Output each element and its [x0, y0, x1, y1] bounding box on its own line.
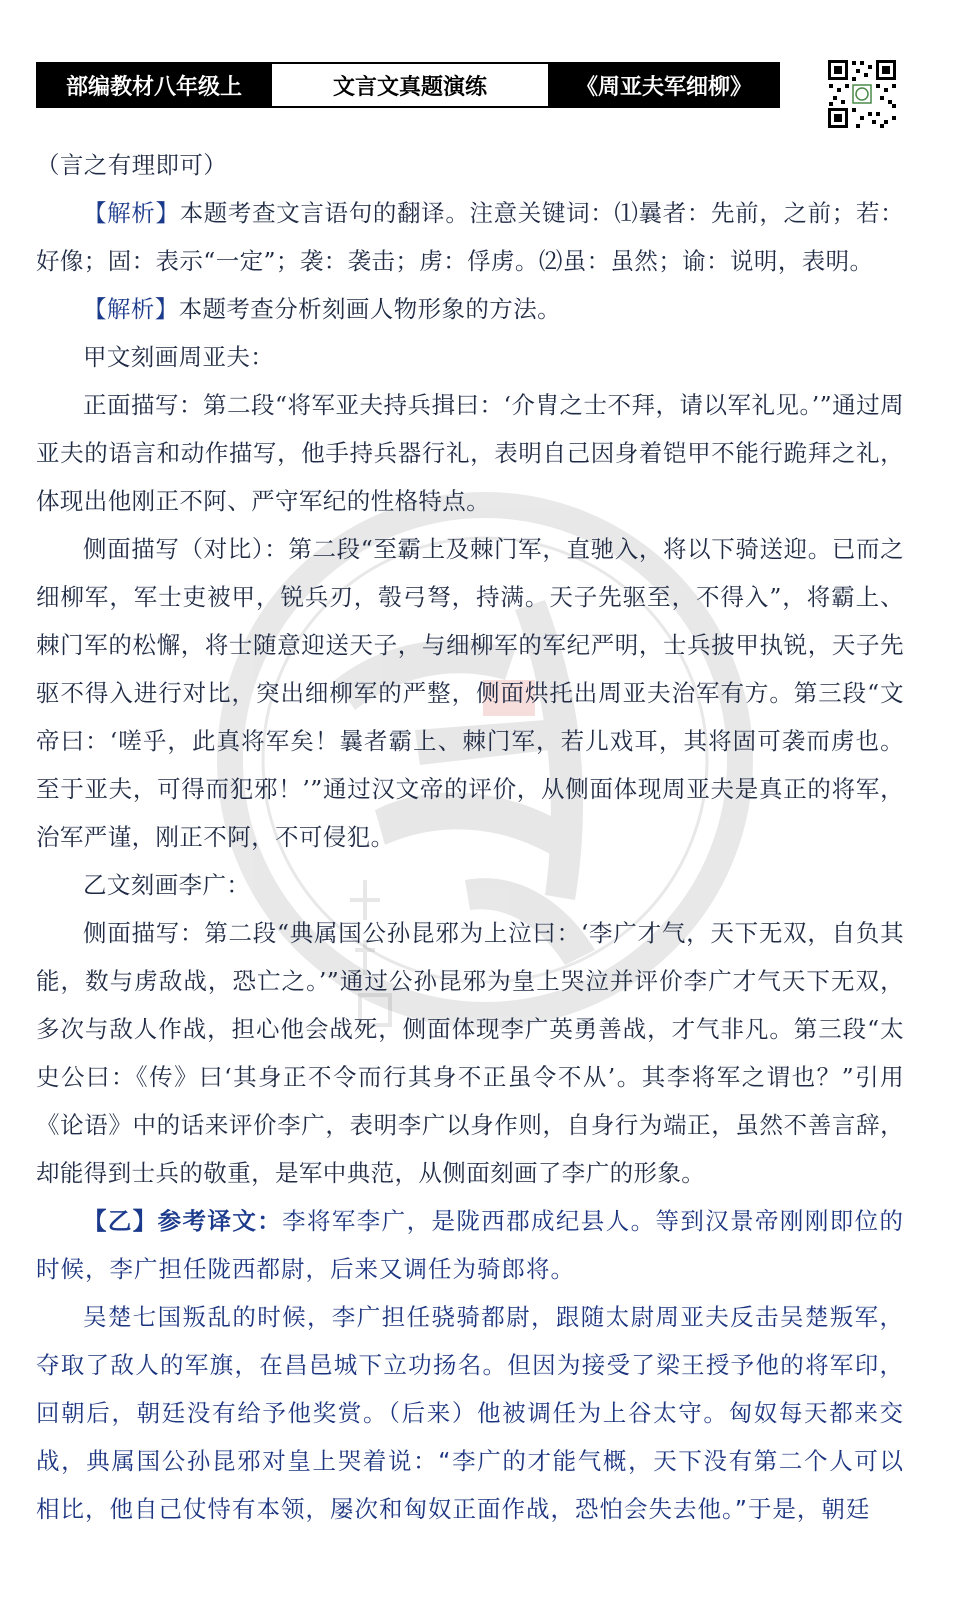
- translation-tag: 【乙】参考译文：: [83, 1207, 283, 1235]
- translation-paragraph-1: [36, 1197, 904, 1293]
- paragraph-direct-description: 正面描写：第二段“将军亚夫持兵揖曰：‘介胄之士不拜，请以军礼见。’”通过周亚夫的语言和动作描写，他手持兵器行礼，表明自己因身着铠甲不能行跪拜之礼，体现出他刚正不阿、严守军纪的性格特点。: [36, 391, 904, 515]
- translation-text: 李将军李广，是陇西郡成纪县人。等到汉景帝刚刚即位的时候，李广担任陇西都尉，后来又调任为骑郎将。: [36, 1207, 904, 1283]
- qr-code-icon: [826, 58, 898, 130]
- answer-note: （言之有理即可）: [36, 151, 228, 179]
- analysis-tag: 【解析】: [83, 295, 179, 323]
- analysis-text: 本题考查文言语句的翻译。注意关键词：⑴曩者：先前，之前；若：好像；固：表示“一定”；袭：袭击；虏：俘虏。⑵虽：虽然；谕：说明，表明。: [36, 199, 904, 275]
- analysis-paragraph-translation: [36, 189, 904, 285]
- analysis-paragraph-character: [36, 285, 904, 333]
- analysis-text: 本题考查分析刻画人物形象的方法。: [178, 295, 562, 323]
- subheading-li-guang: 乙文刻画李广：: [83, 871, 251, 899]
- paragraph-li-guang-description: 侧面描写：第二段“典属国公孙昆邪为上泣曰：‘李广才气，天下无双，自负其能，数与虏敌战，恐亡之。’”通过公孙昆邪为皇上哭泣并评价李广才气天下无双，多次与敌人作战，担心他会战死，侧面体现李广英勇善战，才气非凡。第三段“太史公曰：《传》曰‘其身正不令而行其身不正虽令不从’。其李将军之谓也？”引用《论语》中的话来评价李广，表明李广以身作则，自身行为端正，虽然不善言辞，却能得到士兵的敬重，是军中典范，从侧面刻画了李广的形象。: [36, 919, 904, 1187]
- subheading-zhou-yafu: 甲文刻画周亚夫：: [83, 343, 275, 371]
- paragraph-indirect-description: 侧面描写（对比）：第二段“至霸上及棘门军，直驰入，将以下骑送迎。已而之细柳军，军士吏被甲，锐兵刃，彀弓弩，持满。天子先驱至，不得入”，将霸上、棘门军的松懈，将士随意迎送天子，与细柳军的军纪严明，士兵披甲执锐，天子先驱不得入进行对比，突出细柳军的严整，侧面烘托出周亚夫治军有方。第三段“文帝曰：‘嗟乎，此真将军矣！曩者霸上、棘门军，若儿戏耳，其将固可袭而虏也。至于亚夫，可得而犯邪！’”通过汉文帝的评价，从侧面体现周亚夫是真正的将军，治军严谨，刚正不阿，不可侵犯。: [36, 535, 904, 851]
- header-bar: [36, 62, 780, 108]
- header-title-label: 《周亚夫军细柳》: [550, 64, 778, 106]
- header-section-label: 文言文真题演练: [270, 64, 550, 106]
- analysis-tag: 【解析】: [83, 199, 180, 227]
- header-grade-label: 部编教材八年级上: [38, 64, 270, 106]
- document-body: [36, 141, 904, 1533]
- translation-paragraph-2: 吴楚七国叛乱的时候，李广担任骁骑都尉，跟随太尉周亚夫反击吴楚叛军，夺取了敌人的军旗，在昌邑城下立功扬名。但因为接受了梁王授予他的将军印，回朝后，朝廷没有给予他奖赏。（后来）他被调任为上谷太守。匈奴每天都来交战，典属国公孙昆邪对皇上哭着说：“李广的才能气概，天下没有第二个人可以相比，他自己仗恃有本领，屡次和匈奴正面作战，恐怕会失去他。”于是，朝廷: [36, 1303, 904, 1523]
